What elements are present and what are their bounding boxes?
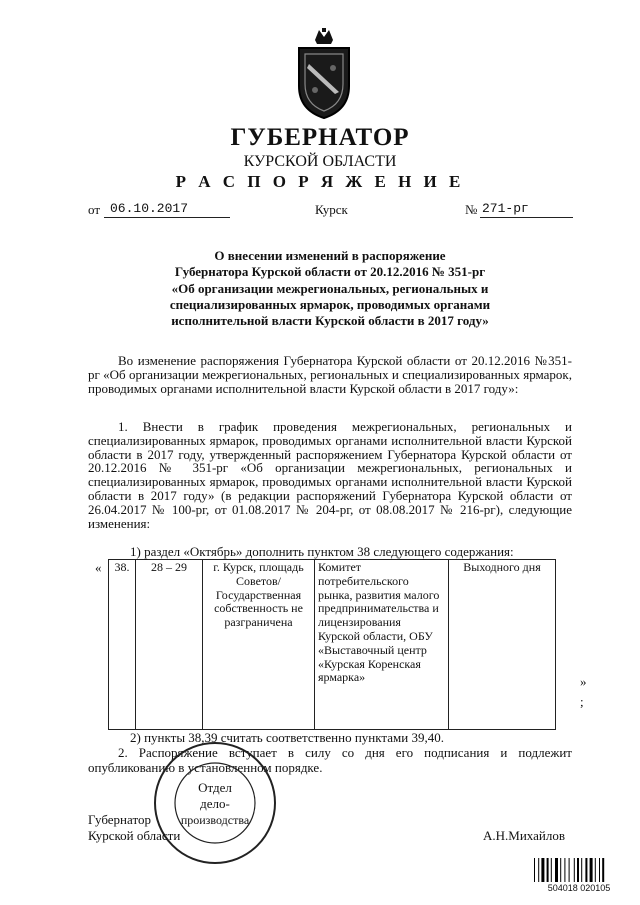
cell-organizer: Комитет потребительского рынка, развития малого предпринимательства и лицензирования Курской области, ОБУ «Выставочный центр «Курская Коренская ярмарка» — [315, 560, 449, 730]
date-prefix: от — [88, 202, 101, 217]
intro-paragraph: Во изменение распоряжения Губернатора Курской области от 20.12.2016 №351-рг «Об организации межрегиональных, региональных и специализированных ярмарок, проводимых органами исполнительной власти Курской области в 2017 году»: — [88, 353, 572, 396]
signatory-name: А.Н.Михайлов — [483, 828, 565, 843]
cell-day-type: Выходного дня — [449, 560, 556, 730]
subject-line: Губернатора Курской области от 20.12.2016 № 351-рг — [174, 264, 486, 280]
table-semicolon: ; — [580, 694, 584, 709]
subject-line: «Об организации межрегиональных, региональных и — [171, 280, 489, 296]
item-2-paragraph: 2. Распоряжение вступает в силу со дня его подписания и подлежит опубликованию в установленном порядке. — [88, 745, 572, 775]
subitem-2-paragraph: 2) пункты 38,39 считать соответственно пунктами 39,40. — [130, 730, 444, 745]
stamp-line: Отдел — [198, 780, 232, 795]
table-close-quote: » — [580, 674, 587, 689]
subitem-1-paragraph: 1) раздел «Октябрь» дополнить пунктом 38 следующего содержания: — [130, 544, 514, 559]
subject-line: исполнительной власти Курской области в 2017 году» — [171, 313, 489, 329]
document-subject — [100, 248, 560, 329]
barcode-number: 504018 020105 — [547, 883, 611, 893]
document-city: Курск — [315, 202, 348, 217]
cell-number: 38. — [109, 560, 136, 730]
subject-line: специализированных ярмарок, проводимых органами — [169, 296, 491, 312]
cell-dates: 28 – 29 — [136, 560, 203, 730]
stamp-line: дело- — [200, 796, 230, 811]
stamp-line: производства — [180, 813, 250, 827]
signatory-position-line1: Губернатор — [88, 812, 151, 827]
coat-of-arms-emblem — [293, 28, 355, 120]
number-prefix: № — [465, 202, 478, 217]
signatory-position-line2: Курской области — [88, 828, 181, 843]
table-open-quote: « — [95, 560, 102, 575]
document-number — [480, 201, 573, 218]
document-number-value: 271-рг — [482, 201, 529, 216]
document-date-value: 06.10.2017 — [110, 201, 189, 216]
document-date — [104, 201, 230, 218]
cell-place: г. Курск, площадь Советов/ Государственная собственность не разграничена — [203, 560, 315, 730]
item-1-paragraph: 1. Внести в график проведения межрегиональных, региональных и специализированных ярмарок, проводимых органами исполнительной власти Курской области в 2017 году, утвержденный распоряжением Губернатора Курской области от 20.12.2016 № 351-рг «Об организации межрегиональных, региональных и специализированных ярмарок, проводимых органами исполнительной власти Курской области в 2017 году» (в редакции распоряжений Губернатора Курской области от 26.04.2017 № 100-рг, от 01.08.2017 № 204-рг, от 08.08.2017 № 216-рг), следующие изменения: — [88, 419, 572, 531]
document-type: Р А С П О Р Я Ж Е Н И Е — [175, 172, 465, 191]
fair-schedule-table — [108, 559, 556, 730]
issuer-title: ГУБЕРНАТОР — [230, 124, 410, 151]
table-row — [109, 560, 556, 730]
subject-line: О внесении изменений в распоряжение — [214, 248, 446, 263]
registration-stamp — [150, 738, 280, 868]
issuer-region: КУРСКОЙ ОБЛАСТИ — [243, 153, 397, 170]
